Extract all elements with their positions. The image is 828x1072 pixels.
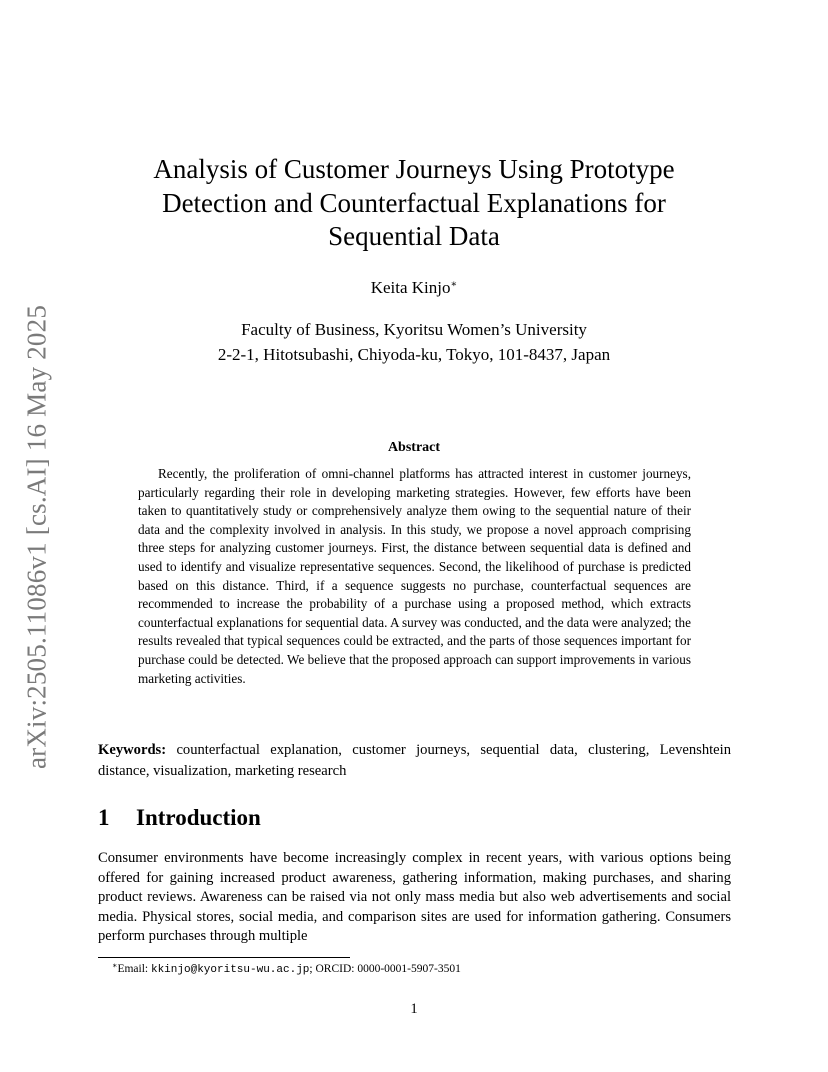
keywords bbox=[98, 740, 731, 782]
affiliation-line: 2-2-1, Hitotsubashi, Chiyoda-ku, Tokyo, 101-8437, Japan bbox=[217, 345, 611, 364]
author-name: Keita Kinjo bbox=[370, 278, 451, 297]
paper-title bbox=[100, 153, 728, 254]
introduction-text: Consumer environments have become increasingly complex in recent years, with various options being offered for gaining increased product awareness, gathering information, making purchases, and sharing product reviews. Awareness can be raised via not only mass media but also web advertisements and social media. Physical stores, social media, and comparison sites are used for information gathering. Consumers perform purchases through multiple bbox=[98, 850, 731, 945]
arxiv-identifier: arXiv:2505.11086v1 [cs.AI] 16 May 2025 bbox=[21, 304, 52, 770]
title-line: Analysis of Customer Journeys Using Prototype bbox=[153, 154, 675, 184]
section-heading bbox=[98, 805, 261, 831]
title-line: Detection and Counterfactual Explanations for bbox=[162, 187, 666, 218]
abstract-heading: Abstract bbox=[387, 440, 441, 455]
footnote-mark: ∗ bbox=[112, 961, 118, 970]
footnote-rule bbox=[98, 957, 350, 958]
introduction-body bbox=[98, 849, 731, 947]
affiliation-line: Faculty of Business, Kyoritsu Women’s University bbox=[241, 320, 587, 339]
abstract-body bbox=[138, 465, 691, 688]
section-title: Introduction bbox=[136, 805, 261, 830]
footnote-prefix: Email: bbox=[117, 963, 151, 975]
keywords-label: Keywords: bbox=[98, 742, 167, 758]
keywords-text: counterfactual explanation, customer journeys, sequential data, clustering, Levenshtein distance, visualization, marketing research bbox=[98, 742, 731, 779]
abstract-text: Recently, the proliferation of omni-channel platforms has attracted interest in customer journeys, particularly regarding their role in developing marketing strategies. However, few efforts have been taken to quantitatively study or comprehensively analyze them owing to the sequential nature of their data and the complexity involved in analysis. In this study, we propose a novel approach comprising three steps for analyzing customer journeys. First, the distance between sequential data is defined and used to identify and visualize representative sequences. Second, the likelihood of purchase is predicted based on this distance. Third, if a sequence suggests no purchase, counterfactual sequences are recommended to increase the probability of a purchase using a proposed method, which extracts counterfactual explanations for sequential data. A survey was conducted, and the data were analyzed; the results revealed that typical sequences could be extracted, and the parts of those sequences important for purchase could be detected. We believe that the proposed approach can support improvements in various marketing activities. bbox=[138, 466, 691, 686]
footnote-suffix: ; ORCID: 0000-0001-5907-3501 bbox=[309, 963, 461, 975]
section-number: 1 bbox=[98, 805, 110, 830]
affiliation bbox=[100, 317, 728, 367]
page-number: 1 bbox=[410, 1001, 418, 1017]
author bbox=[100, 278, 728, 298]
footnote bbox=[112, 961, 461, 976]
title-line: Sequential Data bbox=[328, 221, 500, 251]
author-footnote-mark: ∗ bbox=[450, 279, 458, 290]
footnote-email[interactable]: kkinjo@kyoritsu-wu.ac.jp bbox=[150, 964, 310, 976]
